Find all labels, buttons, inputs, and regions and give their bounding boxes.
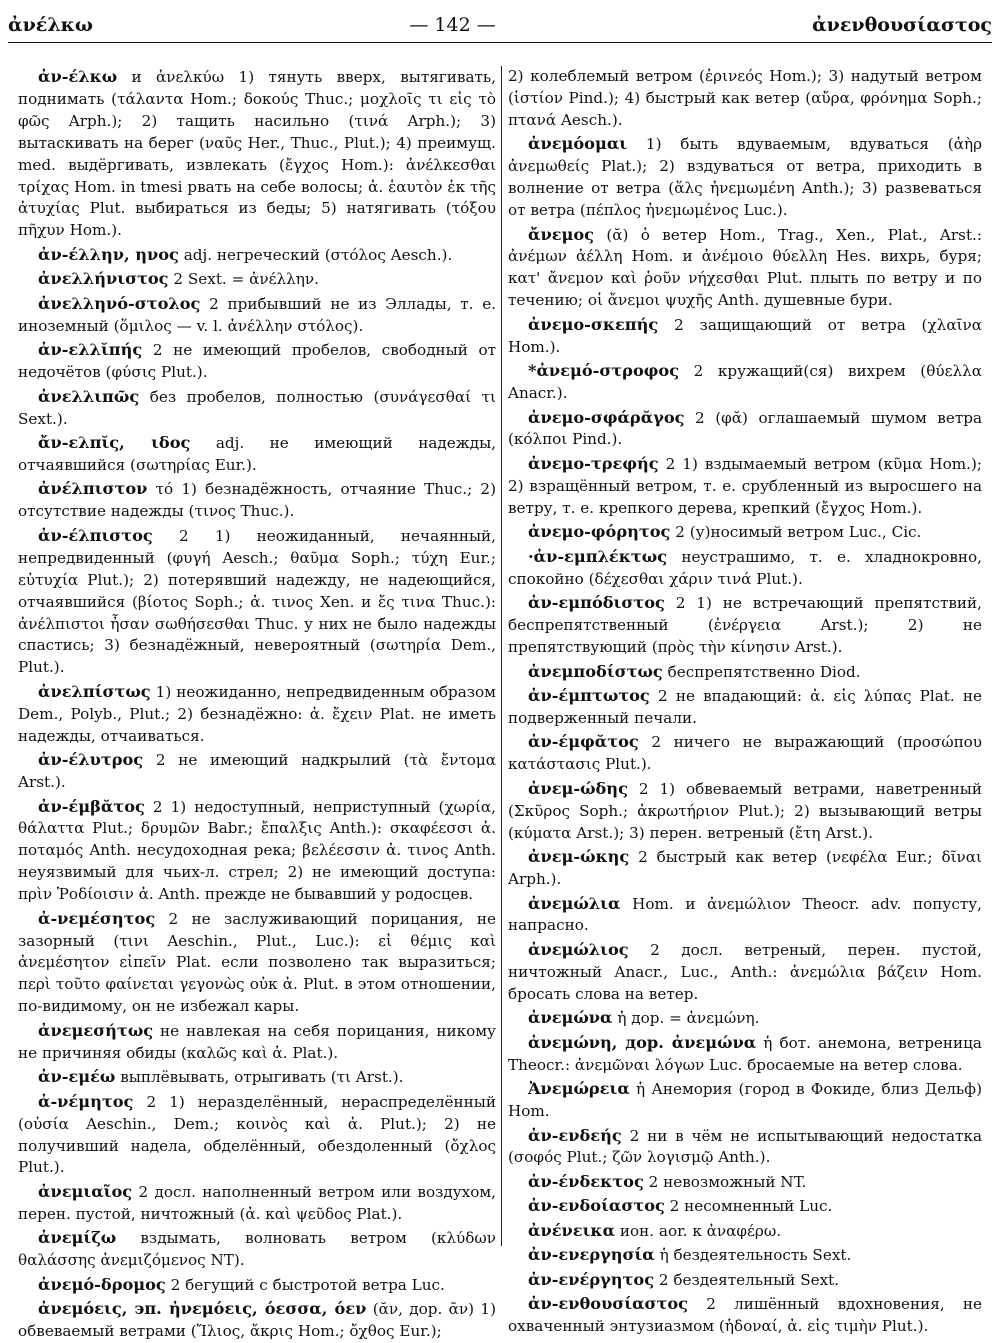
dictionary-entry (18, 796, 496, 907)
entry-headword: ἀνεμ-ώκης (528, 847, 630, 867)
dictionary-entry (508, 1032, 982, 1077)
dictionary-entry (508, 453, 982, 520)
dictionary-entry (18, 478, 496, 523)
entry-headword: ἀνελλιπῶς (38, 386, 140, 406)
page-number: — 142 — (409, 14, 496, 36)
entry-headword: ἀνεμώνη, дор. ἀνεμώνα (528, 1032, 757, 1052)
dictionary-entry (508, 360, 982, 405)
entry-headword: ἀν-ένδεκτος (528, 1171, 644, 1191)
entry-definition: беспрепятственно Diod. (667, 662, 861, 681)
entry-headword: ἀνέλπιστον (38, 479, 148, 499)
entry-headword: ἀν-ελλῐπής (38, 340, 143, 360)
entry-definition: Hom. и ἀνεμώλιον Theocr. adv. попусту, напрасно. (508, 894, 982, 935)
dictionary-entry (18, 749, 496, 794)
entry-definition: выплёвывать, отрыгивать (τι Arst.). (120, 1068, 404, 1087)
entry-definition: 2 не впадающий: ἀ. εἰς λύπας Plat. не подверженный печали. (508, 687, 983, 727)
entry-headword: ·ἀν-εμπλέκτως (528, 546, 668, 566)
entry-definition: 2 невозможный NT. (648, 1172, 807, 1191)
entry-definition: не навлекая на себя порицания, никому не причиняя обиды (καλῶς καὶ ἀ. Plat.). (18, 1021, 496, 1062)
entry-definition: 2 досл. ветреный, перен. пустой, ничтожный Anacr., Luc., Anth.: ἀνεμώλια βάζειν Hom. бросать слова на ветер. (508, 940, 982, 1003)
dictionary-entry (508, 1125, 982, 1170)
entry-headword: ἀν-έλυτρος (38, 750, 144, 770)
dictionary-entry (508, 133, 982, 222)
dictionary-entry (508, 546, 982, 591)
entry-definition: 2 не имеющий надкрылий (τὰ ἔντομα Arst.). (18, 751, 496, 792)
entry-definition: и ἀνελκύω 1) тянуть вверх, вытягивать, поднимать (τάλαντα Hom.; δοκούς Thuc.; μοχλοῖς τι εἰς τὸ φῶς Arph.); 2) тащить насильно (τινά Arph.); 3) вытаскивать на берег (ναῦς Her., Thuc., Plut.); 4) преимущ. med. выдёргивать, извлекать (ἔγχος Hom.): ἀνέλκεσθαι τρίχας Hom. in tmesi рвать на себе волосы; ἀ. ἑαυτὸν ἐκ τῆς ἀτυχίας Plut. выбираться из беды; 5) натягивать (τόξου πῆχυν Hom.). (18, 68, 496, 240)
entry-headword: ἄνεμος (528, 224, 595, 244)
entry-definition: 2 кружащий(ся) вихрем (θύελλα Anacr.). (508, 362, 982, 403)
entry-definition: неустрашимо, т. е. хладнокровно, спокойно (δέχεσθαι χάριν τινά Plut.). (508, 547, 982, 588)
dictionary-entry (508, 685, 982, 730)
entry-definition: 2 не заслуживающий порицания, не зазорный (τινι Aeschin., Plut., Luc.): εἰ θέμις καὶ ἀνεμέσητον εἰπεῖν Plat. если позволено так выразиться; περὶ τοῦτο φαίνεται γεγονὼς οὐκ ἀ. Plut. в этом отношении, по-видимому, он не избежал кары. (18, 909, 496, 1016)
entry-headword: ἀνελπίστως (38, 681, 151, 701)
dictionary-entry (18, 1298, 496, 1343)
entry-definition: 1) неожиданно, непредвиденным образом Dem., Polyb., Plut.; 2) безнадёжно: ἀ. ἔχειν Plat. не иметь надежды, отчаиваться. (18, 682, 496, 745)
entry-headword: ἀνεμο-τρεφής (528, 453, 659, 473)
column-divider (501, 66, 502, 1246)
dictionary-entry (18, 244, 496, 267)
entry-headword: ἀν-έμπτωτος (528, 686, 650, 705)
entry-headword: ἀνεμώλια (528, 893, 621, 913)
dictionary-entry (18, 1091, 496, 1180)
entry-headword: ἀνεμώνα (528, 1008, 613, 1028)
entry-definition: 2 Sext. = ἀνέλλην. (173, 270, 319, 289)
entry-headword: ἀνεμεσήτως (38, 1020, 154, 1040)
entry-headword: ἀν-εμπόδιστος (528, 593, 665, 613)
entry-definition: adj. не имеющий надежды, отчаявшийся (σωτηρίας Eur.). (18, 434, 496, 474)
entry-headword: ἀν-ενθουσίαστος (528, 1294, 689, 1314)
entry-headword: *ἀνεμό-στροφος (528, 361, 680, 381)
entry-headword: ἀν-έλλην, ηνος (38, 244, 179, 264)
entry-definition: 2 несомненный Luc. (669, 1197, 833, 1216)
entry-definition: 2 бегущий с быстротой ветра Luc. (170, 1275, 445, 1294)
dictionary-entry (508, 1220, 982, 1243)
dictionary-entry (508, 939, 982, 1006)
left-column (18, 66, 497, 1341)
dictionary-entry (18, 1227, 496, 1272)
dictionary-entry (18, 386, 496, 431)
entry-definition: 2 лишённый вдохновения, не охваченный энтузиазмом (ἡδοναί, ἀ. εἰς τιμὴν Plut.). (508, 1295, 982, 1336)
dictionary-entry (18, 432, 496, 477)
dictionary-entry (508, 661, 982, 684)
entry-headword: ἀν-ενεργησία (528, 1245, 655, 1265)
entry-headword: ἄν-ελπῐς, ιδος (38, 433, 191, 453)
entry-definition: 2 1) обвеваемый ветрами, наветренный (Σκῦρος Soph.; ἀκρωτήριον Plut.); 2) вызывающий ветры (κύματα Arst.); 3) перен. ветреный (ἔτη Arst.). (508, 779, 982, 842)
page-header (8, 10, 992, 40)
entry-definition: 2 защищающий от ветра (χλαῖνα Hom.). (508, 315, 983, 356)
entry-headword: ἀνεμο-σκεπής (528, 314, 659, 334)
entry-definition: без пробелов, полностью (συνάγεσθαί τι Sext.). (18, 387, 496, 428)
entry-headword: ἀνεμ-ώδης (528, 778, 628, 798)
dictionary-entry (508, 846, 982, 891)
entry-headword: ἀνεμόεις, эп. ἠνεμόεις, όεσσα, όεν (38, 1299, 367, 1319)
dictionary-entry (18, 1020, 496, 1065)
entry-definition: τό 1) безнадёжность, отчаяние Thuc.; 2) отсутствие надежды (τινος Thuc.). (18, 480, 496, 521)
entry-definition: 2 1) не встречающий препятствий, беспрепятственный (ἐνέργεια Arst.); 2) не препятствующий (πρὸς τὴν κίνησιν Arst.). (508, 594, 982, 656)
dictionary-entry (18, 66, 496, 242)
entry-headword: ἀν-έμβᾰτος (38, 796, 145, 816)
dictionary-entry (508, 1195, 982, 1218)
entry-headword: ἀν-ενέργητος (528, 1269, 655, 1289)
dictionary-entry (18, 681, 496, 748)
dictionary-entry (18, 339, 496, 384)
dictionary-entry (18, 268, 496, 291)
entry-definition: 2 быстрый как ветер (νεφέλα Eur.; δῖναι Arph.). (508, 848, 983, 889)
entry-definition: ион. aor. к ἀναφέρω. (619, 1221, 782, 1240)
entry-definition: adj. негреческий (στόλος Aesch.). (183, 245, 453, 264)
entry-definition: 2 (φᾰ) оглашаемый шумом ветра (κόλποι Pind.). (508, 408, 982, 449)
dictionary-entry (508, 731, 982, 776)
entry-headword: ἀνεμώλιος (528, 939, 629, 959)
dictionary-entry (508, 521, 982, 544)
entry-definition: 2 ни в чём не испытывающий недостатка (σοφός Plut.; ζῶν λογισμῷ Anth.). (508, 1126, 982, 1167)
dictionary-entry (508, 1293, 982, 1338)
entry-headword: ἀνεμο-φόρητος (528, 522, 671, 542)
entry-headword: ἀνεμόομαι (528, 134, 628, 154)
dictionary-entry (508, 592, 982, 659)
entry-headword: ἀνελλήνιστος (38, 269, 169, 289)
entry-headword: ἀ-νεμέσητος (38, 908, 156, 928)
entry-definition: 2 досл. наполненный ветром или воздухом, перен. пустой, ничтожный (ἀ. καὶ ψεῦδος Plat.). (18, 1182, 497, 1223)
entry-definition: 2 не имеющий пробелов, свободный от недочётов (φύσις Plut.). (18, 341, 496, 382)
dictionary-entry (18, 908, 496, 1019)
dictionary-entry (508, 778, 982, 845)
entry-headword: ἀνεμίζω (38, 1228, 117, 1248)
entry-headword: ἀ-νέμητος (38, 1091, 134, 1111)
entry-headword: ἀνεμο-σφάρᾰγος (528, 407, 685, 427)
entry-headword: ἀν-έλκω (38, 67, 118, 86)
dictionary-entry (508, 893, 982, 938)
dictionary-entry (508, 1269, 982, 1292)
header-rule (8, 42, 992, 43)
dictionary-entry (18, 1274, 496, 1297)
entry-definition: (ᾰν, дор. ᾱν) 1) обвеваемый ветрами (Ἴλιος, ἄκρις Hom.; ὄχθος Eur.); (18, 1300, 497, 1341)
entry-headword: ἀν-ενδεής (528, 1125, 622, 1145)
entry-headword: ἀν-έμφᾰτος (528, 732, 639, 752)
dictionary-entry (508, 66, 982, 132)
entry-definition: ἡ бот. анемона, ветреница Theocr.: ἀνεμῶναι λόγων Luc. бросаемые на ветер слова. (508, 1033, 982, 1074)
entry-definition: 2 1) неразделённый, нераспределённый (οὐσία Aeschin., Dem.; κοινὸς καὶ ἀ. Plut.); 2) не получивший надела, обделённый, обездоленный (ὄχλος Plut.). (18, 1092, 496, 1177)
dictionary-entry (508, 224, 982, 313)
dictionary-entry (508, 407, 982, 452)
entry-definition: 2 1) вздымаемый ветром (κῦμα Hom.); 2) взращённый ветром, т. е. срубленный из выросшего на ветру, т. е. крепкого дерева, крепкий (ἔγχος Hom.). (508, 454, 982, 517)
entry-definition: ἡ Анемория (город в Фокиде, близ Дельф) Hom. (508, 1080, 982, 1121)
right-column (508, 66, 983, 1336)
entry-definition: ἡ бездеятельность Sext. (659, 1246, 852, 1265)
dictionary-entry (18, 525, 496, 679)
entry-headword: ἀνεμό-δρομος (38, 1274, 166, 1294)
dictionary-entry (508, 1171, 982, 1194)
entry-definition: вздымать, волновать ветром (κλύδων θαλάσσης ἀνεμιζόμενος NT). (18, 1229, 496, 1270)
entry-headword: Ἀνεμώρεια (528, 1079, 630, 1099)
entry-headword: ἀνένεικα (528, 1220, 616, 1240)
entry-definition: 2 (у)носимый ветром Luc., Cic. (675, 523, 922, 542)
entry-definition: 1) быть вдуваемым, вдуваться (ἀὴρ ἀνεμωθείς Plat.); 2) вздуваться от ветра, приходить в волнение от ветра (ἅλς ἠνεμωμένη Anth.); 3) развеваться от ветра (πέπλος ἠνεμωμένος Luc.). (508, 135, 983, 220)
dictionary-entry (18, 1181, 496, 1226)
entry-definition: 2) колеблемый ветром (ἐρινεός Hom.); 3) надутый ветром (ἱστίον Pind.); 4) быстрый как ветер (αὔρα, φρόνημα Soph.; πτανά Aesch.). (508, 67, 982, 129)
header-right-word: ἀνενθουσίαστος (812, 14, 992, 36)
entry-headword: ἀνεμιαῖος (38, 1181, 133, 1201)
entry-definition: 2 прибывший не из Эллады, т. е. иноземный (ὅμιλος — v. l. ἀνέλλην στόλος). (18, 294, 497, 335)
dictionary-entry (508, 1007, 982, 1030)
dictionary-entry (18, 1066, 496, 1089)
entry-definition: ἡ дор. = ἀνεμώνη. (617, 1009, 760, 1028)
entry-headword: ἀν-ενδοίαστος (528, 1196, 665, 1216)
dictionary-entry (508, 314, 982, 359)
entry-headword: ἀνεμποδίστως (528, 661, 663, 681)
entry-headword: ἀνελληνό-στολος (38, 293, 201, 313)
entry-definition: 2 бездеятельный Sext. (658, 1270, 840, 1289)
entry-definition: 2 1) неожиданный, нечаянный, непредвиденный (φυγή Aesch.; θαῦμα Soph.; τύχη Eur.; εὐτυχία Plut.); 2) потерявший надежду, не надеющийся, отчаявшийся (βίοτος Soph.; ἀ. τινος Xen. и ἔς τινα Thuc.): ἀνέλπιστοι ἦσαν σωθήσεσθαι Thuc. у них не было надежды спастись; 3) безнадёжный, невероятный (σωτηρία Dem., Plut.). (18, 526, 496, 677)
entry-definition: 2 ничего не выражающий (προσώπου κατάστασις Plut.). (508, 733, 983, 774)
dictionary-entry (508, 1078, 982, 1123)
entry-definition: (ᾰ) ὁ ветер Hom., Trag., Xen., Plat., Arst.: ἀνέμων ἀέλλη Hom. и ἀνέμοιο θύελλη Hes. вихрь, буря; κατ' ἄνεμον καὶ ῥοῦν νήχεσθαι Plut. плыть по ветру и по течению; οἱ ἄνεμοι ψυχῆς Anth. душевные бури. (508, 225, 982, 310)
entry-headword: ἀν-έλπιστος (38, 525, 153, 545)
entry-headword: ἀν-εμέω (38, 1067, 116, 1087)
dictionary-entry (18, 293, 496, 338)
header-left-word: ἀνέλκω (8, 14, 94, 36)
dictionary-entry (508, 1244, 982, 1267)
entry-definition: 2 1) недоступный, неприступный (χωρία, θάλαττα Plut.; δρυμῶν Babr.; ἔπαλξις Anth.): σκαφέεσσι ἀ. ποταμός Anth. несудоходная река; βελέεσσιν ἀ. τινος Anth. неуязвимый для чьих-л. стрел; 2) не имеющий доступа: πρὶν Ῥοδίοισιν ἀ. Anth. прежде не бывавший у родосцев. (18, 797, 496, 904)
